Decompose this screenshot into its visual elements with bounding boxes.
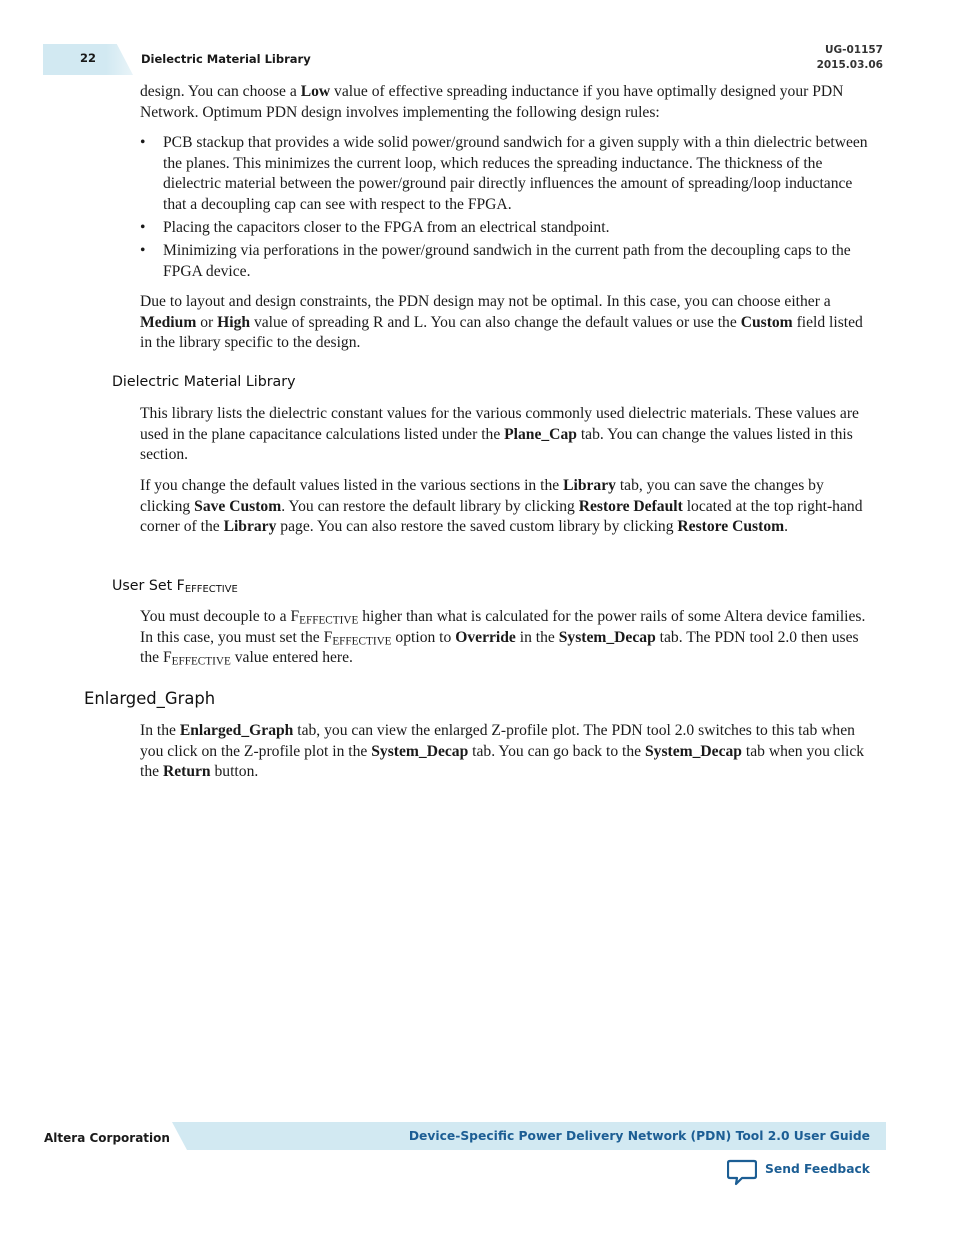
speech-bubble-icon[interactable] — [727, 1159, 757, 1191]
user-set-paragraph: You must decouple to a $F_{EFFECTIVE}$ higher than what is calculated for the power rails of some Altera device families. In this case, you must set the $F_{EFFECTIVE}$ option to Override in the System_Decap tab. The PDN tool 2.0 then uses the $F_{EFFECTIVE}$ value entered here. — [140, 608, 866, 668]
send-feedback-link[interactable]: Send Feedback — [765, 1162, 870, 1176]
list-item: • Placing the capacitors closer to the FPGA from an electrical standpoint. — [140, 218, 870, 239]
bullet-glyph: • — [140, 134, 146, 151]
document-date: 2015.03.06 — [816, 59, 883, 71]
bullet-glyph: • — [140, 242, 146, 260]
footer-company: Altera Corporation — [44, 1131, 170, 1145]
list-item: • PCB stackup that provides a wide solid power/ground sandwich for a given supply with a thin dielectric between the planes. This minimizes the current loop, which reduces the spreading inductance. The thickness of the dielectric material between the power/ground pair directly influences the amount of spreading/loop inductance that a decoupling cap can see with respect to the FPGA. — [140, 134, 868, 213]
enlarged-graph-heading: Enlarged_Graph — [84, 689, 216, 708]
running-header-title: Dielectric Material Library — [141, 52, 311, 66]
document-id-block — [817, 43, 883, 73]
document-id: UG-01157 — [824, 44, 883, 56]
page-number: 22 — [80, 51, 97, 65]
dielectric-paragraph-1: This library lists the dielectric constant values for the various commonly used dielectric materials. These values are used in the plane capacitance calculations listed under the Plane_Cap tab. You can change the values listed in this section. — [140, 405, 859, 464]
enlarged-graph-paragraph: In the Enlarged_Graph tab, you can view the enlarged Z-profile plot. The PDN tool 2.0 switches to this tab when you click on the Z-profile plot in the System_Decap tab. You can go back to the System_Decap tab when you click the Return button. — [140, 722, 865, 781]
dielectric-library-heading: Dielectric Material Library — [112, 374, 296, 390]
bullet-glyph: • — [140, 218, 146, 236]
design-rules-list — [140, 133, 870, 285]
user-set-feffective-heading: User Set $F_{EFFECTIVE}$ — [112, 578, 238, 595]
footer-guide-title[interactable]: Device-Specific Power Delivery Network (PDN) Tool 2.0 User Guide — [408, 1129, 870, 1143]
layout-constraints-paragraph: Due to layout and design constraints, the PDN design may not be optimal. In this case, you can choose either a Medium or High value of spreading R and L. You can also change the default values or use the Custom field listed in the library specific to the design. — [140, 293, 863, 352]
intro-paragraph: design. You can choose a Low value of effective spreading inductance if you have optimally designed your PDN Network. Optimum PDN design involves implementing the following design rules: — [140, 83, 844, 121]
list-item: • Minimizing via perforations in the power/ground sandwich in the current path from the decoupling caps to the FPGA device. — [140, 242, 851, 280]
dielectric-paragraph-2: If you change the default values listed in the various sections in the Library tab, you can save the changes by clicking Save Custom. You can restore the default library by clicking Restore Default located at the top right-hand corner of the Library page. You can also restore the saved custom library by clicking Restore Custom. — [140, 477, 863, 536]
